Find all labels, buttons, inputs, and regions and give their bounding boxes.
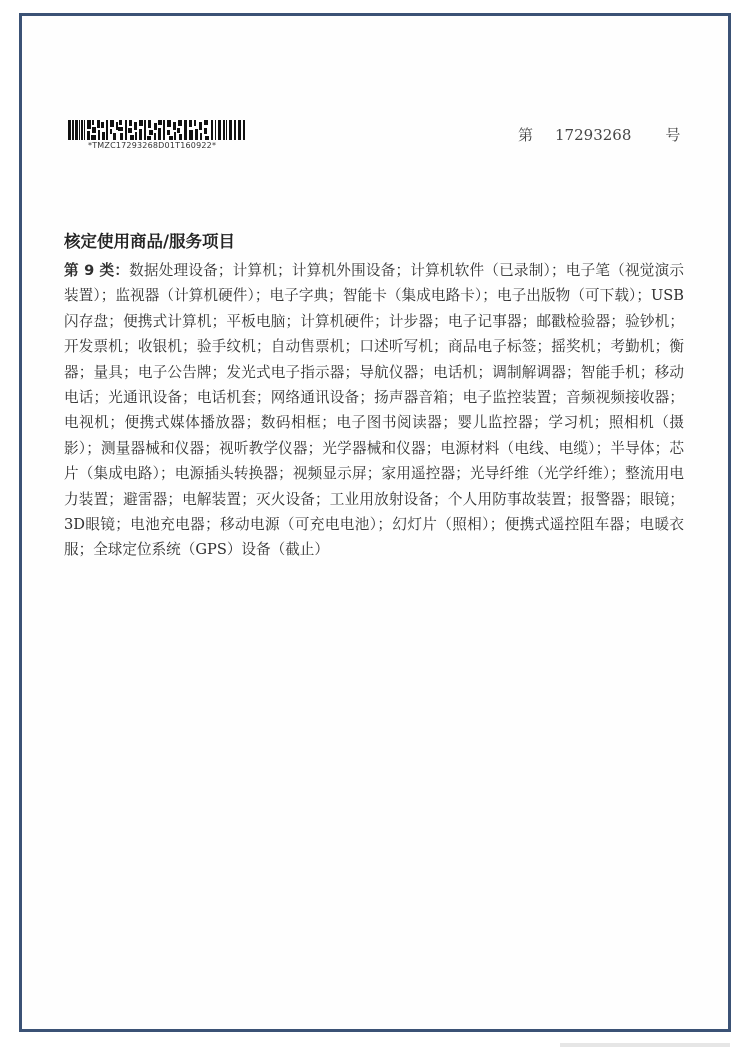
barcode-block — [68, 120, 253, 150]
goods-list-paragraph — [64, 258, 684, 563]
goods-list-text: 数据处理设备；计算机；计算机外围设备；计算机软件（已录制）；电子笔（视觉演示装置）；监视器（计算机硬件）；电子字典；智能卡（集成电路卡）；电子出版物（可下载）；USB闪存盘；便携式计算机；平板电脑；计算机硬件；计步器；电子记事器；邮戳检验器；验钞机；开发票机；收银机；验手纹机；自动售票机；口述听写机；商品电子标签；摇奖机；考勤机；衡器；量具；电子公告牌；发光式电子指示器；导航仪器；电话机；调制解调器；智能手机；移动电话；光通讯设备；电话机套；网络通讯设备；扬声器音箱；电子监控装置；音频视频接收器；电视机；便携式媒体播放器；数码相框；电子图书阅读器；婴儿监控器；学习机；照相机（摄影）；测量器械和仪器；视听教学仪器；光学器械和仪器；电源材料（电线、电缆）；半导体；芯片（集成电路）；电源插头转换器；视频显示屏；家用遥控器；光导纤维（光学纤维）；整流用电力装置；避雷器；电解装置；灭火设备；工业用放射设备；个人用防事故装置；报警器；眼镜；3D眼镜；电池充电器；移动电源（可充电电池）；幻灯片（照相）；便携式遥控阻车器；电暖衣服；全球定位系统（GPS）设备（截止） — [64, 262, 684, 559]
class-label: 第 9 类： — [64, 262, 130, 279]
scan-edge-shadow — [560, 1043, 730, 1047]
barcode-caption: *TMZC17293268D01T160922* — [88, 141, 217, 150]
section-title: 核定使用商品/服务项目 — [64, 232, 236, 251]
registration-prefix: 第 — [518, 126, 534, 144]
barcode-graphic — [68, 120, 248, 140]
registration-suffix: 号 — [665, 126, 681, 144]
registration-number-value: 17293268 — [555, 126, 632, 144]
registration-number — [518, 124, 680, 145]
